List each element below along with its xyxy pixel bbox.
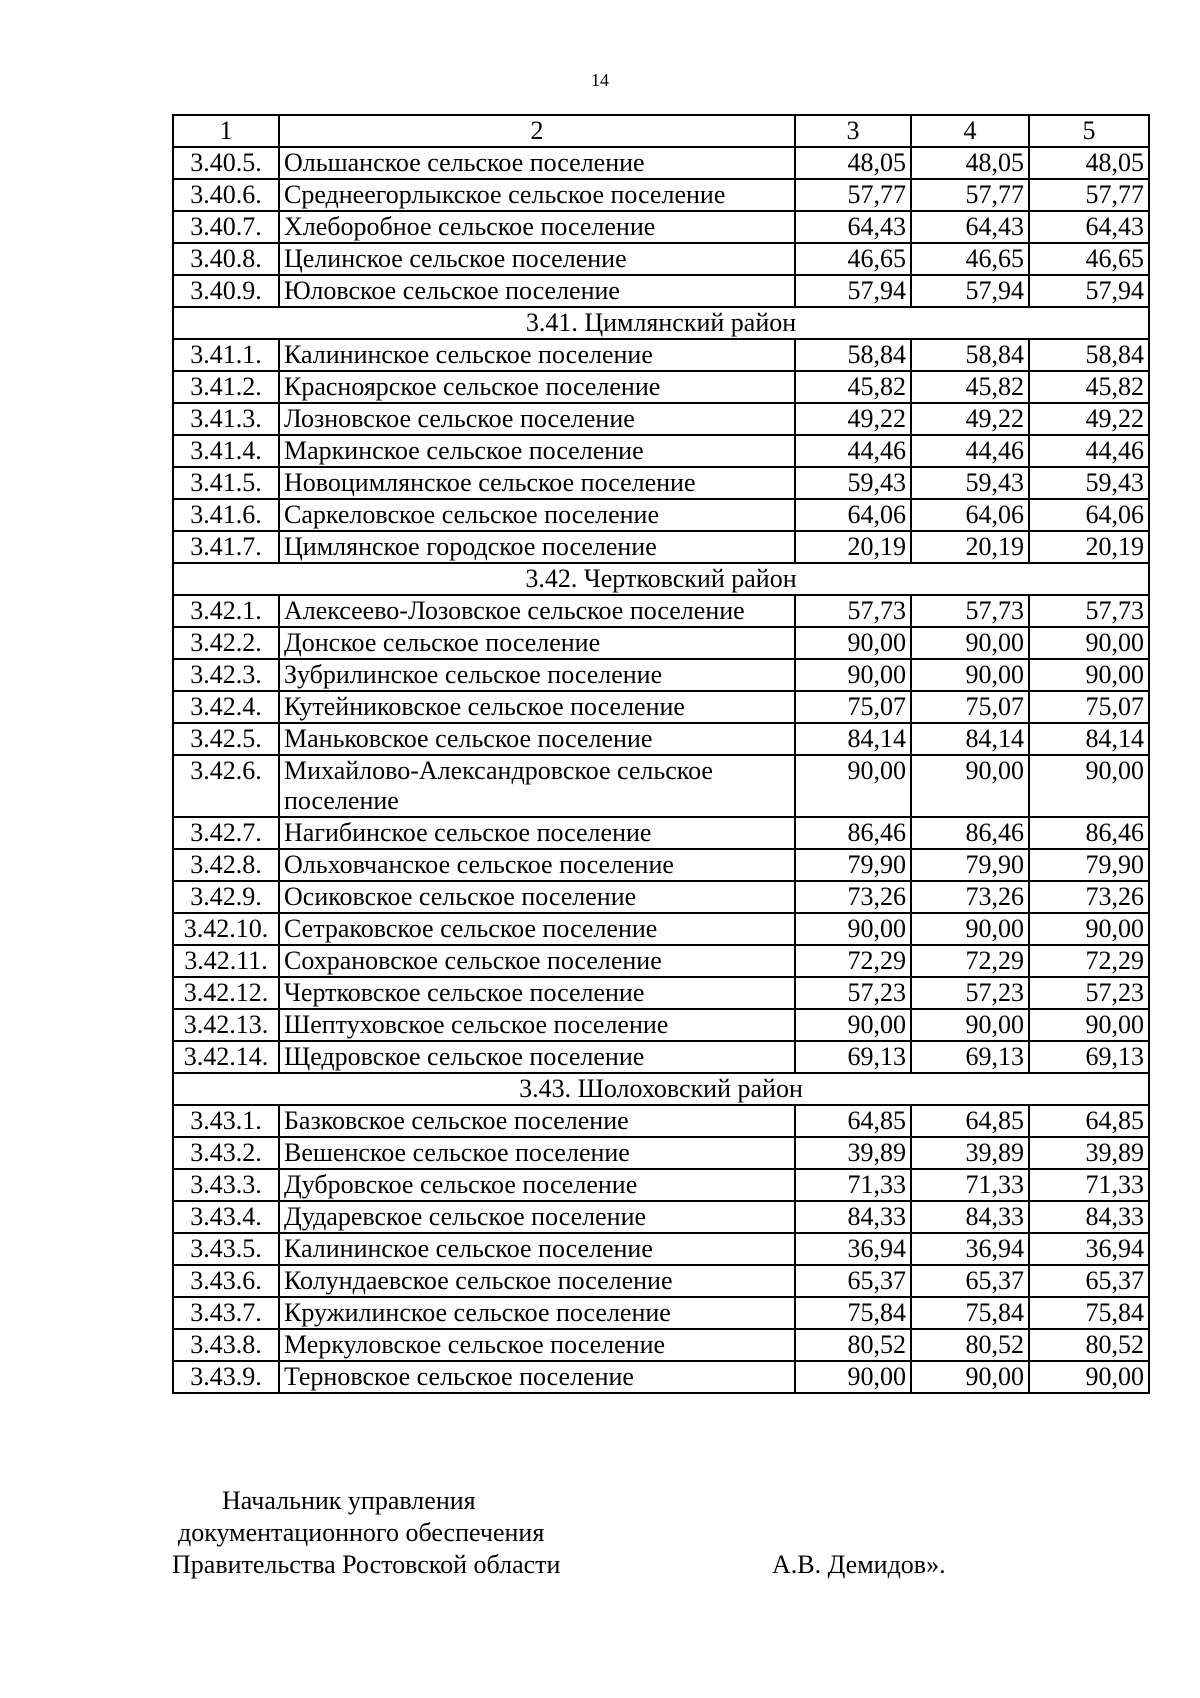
settlement-name: Дударевское сельское поселение — [279, 1201, 795, 1233]
table-body — [173, 115, 1149, 1393]
value-col-5: 57,94 — [1029, 275, 1149, 307]
table-row — [173, 531, 1149, 563]
value-col-5: 36,94 — [1029, 1233, 1149, 1265]
row-number: 3.42.4. — [173, 691, 279, 723]
value-col-5: 59,43 — [1029, 467, 1149, 499]
value-col-5: 90,00 — [1029, 913, 1149, 945]
row-number: 3.42.7. — [173, 817, 279, 849]
row-number: 3.42.10. — [173, 913, 279, 945]
value-col-3: 84,33 — [795, 1201, 911, 1233]
column-header-3: 3 — [795, 115, 911, 147]
settlement-name: Красноярское сельское поселение — [279, 371, 795, 403]
row-number: 3.40.5. — [173, 147, 279, 179]
row-number: 3.42.3. — [173, 659, 279, 691]
row-number: 3.41.5. — [173, 467, 279, 499]
row-number: 3.43.6. — [173, 1265, 279, 1297]
table-row — [173, 913, 1149, 945]
row-number: 3.42.1. — [173, 595, 279, 627]
value-col-3: 90,00 — [795, 913, 911, 945]
section-title: 3.43. Шолоховский район — [173, 1073, 1149, 1105]
value-col-4: 90,00 — [911, 755, 1029, 817]
row-number: 3.43.5. — [173, 1233, 279, 1265]
value-col-3: 75,84 — [795, 1297, 911, 1329]
section-header-row — [173, 307, 1149, 339]
value-col-4: 58,84 — [911, 339, 1029, 371]
value-col-3: 44,46 — [795, 435, 911, 467]
column-header-5: 5 — [1029, 115, 1149, 147]
table-row — [173, 211, 1149, 243]
value-col-4: 75,84 — [911, 1297, 1029, 1329]
value-col-5: 39,89 — [1029, 1137, 1149, 1169]
value-col-3: 65,37 — [795, 1265, 911, 1297]
value-col-3: 45,82 — [795, 371, 911, 403]
value-col-4: 65,37 — [911, 1265, 1029, 1297]
row-number: 3.40.7. — [173, 211, 279, 243]
row-number: 3.43.8. — [173, 1329, 279, 1361]
value-col-5: 57,73 — [1029, 595, 1149, 627]
section-title: 3.42. Чертковский район — [173, 563, 1149, 595]
value-col-5: 79,90 — [1029, 849, 1149, 881]
value-col-4: 86,46 — [911, 817, 1029, 849]
signature-title-line-3: Правительства Ростовской области — [172, 1550, 561, 1579]
row-number: 3.42.14. — [173, 1041, 279, 1073]
settlement-name: Лозновское сельское поселение — [279, 403, 795, 435]
table-row — [173, 755, 1149, 817]
value-col-3: 86,46 — [795, 817, 911, 849]
value-col-5: 75,07 — [1029, 691, 1149, 723]
settlement-name: Ольховчанское сельское поселение — [279, 849, 795, 881]
settlements-table — [172, 114, 1150, 1394]
table-row — [173, 1329, 1149, 1361]
row-number: 3.43.4. — [173, 1201, 279, 1233]
row-number: 3.40.8. — [173, 243, 279, 275]
value-col-5: 64,43 — [1029, 211, 1149, 243]
column-header-1: 1 — [173, 115, 279, 147]
value-col-5: 45,82 — [1029, 371, 1149, 403]
value-col-4: 90,00 — [911, 627, 1029, 659]
value-col-3: 36,94 — [795, 1233, 911, 1265]
table-row — [173, 275, 1149, 307]
table-row — [173, 1265, 1149, 1297]
value-col-3: 72,29 — [795, 945, 911, 977]
value-col-3: 90,00 — [795, 627, 911, 659]
value-col-4: 75,07 — [911, 691, 1029, 723]
row-number: 3.41.4. — [173, 435, 279, 467]
row-number: 3.41.1. — [173, 339, 279, 371]
row-number: 3.40.6. — [173, 179, 279, 211]
table-row — [173, 1233, 1149, 1265]
table-row — [173, 945, 1149, 977]
value-col-4: 45,82 — [911, 371, 1029, 403]
value-col-3: 71,33 — [795, 1169, 911, 1201]
row-number: 3.42.8. — [173, 849, 279, 881]
value-col-3: 57,23 — [795, 977, 911, 1009]
value-col-4: 69,13 — [911, 1041, 1029, 1073]
value-col-5: 84,33 — [1029, 1201, 1149, 1233]
settlement-name: Ольшанское сельское поселение — [279, 147, 795, 179]
row-number: 3.43.3. — [173, 1169, 279, 1201]
settlement-name: Дубровское сельское поселение — [279, 1169, 795, 1201]
value-col-5: 46,65 — [1029, 243, 1149, 275]
settlement-name: Маркинское сельское поселение — [279, 435, 795, 467]
value-col-4: 79,90 — [911, 849, 1029, 881]
table-row — [173, 243, 1149, 275]
row-number: 3.42.5. — [173, 723, 279, 755]
row-number: 3.41.6. — [173, 499, 279, 531]
row-number: 3.40.9. — [173, 275, 279, 307]
table-row — [173, 1361, 1149, 1393]
row-number: 3.42.13. — [173, 1009, 279, 1041]
settlement-name: Щедровское сельское поселение — [279, 1041, 795, 1073]
row-number: 3.41.7. — [173, 531, 279, 563]
settlement-name: Михайлово-Александровское сельское поселение — [279, 755, 795, 817]
row-number: 3.42.6. — [173, 755, 279, 817]
value-col-5: 90,00 — [1029, 659, 1149, 691]
value-col-4: 84,33 — [911, 1201, 1029, 1233]
value-col-5: 72,29 — [1029, 945, 1149, 977]
value-col-4: 72,29 — [911, 945, 1029, 977]
table-row — [173, 1137, 1149, 1169]
value-col-5: 64,06 — [1029, 499, 1149, 531]
settlement-name: Базковское сельское поселение — [279, 1105, 795, 1137]
value-col-5: 90,00 — [1029, 1009, 1149, 1041]
value-col-5: 71,33 — [1029, 1169, 1149, 1201]
settlement-name: Нагибинское сельское поселение — [279, 817, 795, 849]
table-row — [173, 499, 1149, 531]
table-row — [173, 1009, 1149, 1041]
value-col-5: 48,05 — [1029, 147, 1149, 179]
value-col-5: 58,84 — [1029, 339, 1149, 371]
value-col-4: 64,85 — [911, 1105, 1029, 1137]
value-col-5: 90,00 — [1029, 1361, 1149, 1393]
value-col-3: 49,22 — [795, 403, 911, 435]
table-row — [173, 1297, 1149, 1329]
value-col-4: 90,00 — [911, 659, 1029, 691]
value-col-3: 79,90 — [795, 849, 911, 881]
value-col-4: 59,43 — [911, 467, 1029, 499]
value-col-4: 90,00 — [911, 913, 1029, 945]
value-col-4: 90,00 — [911, 1361, 1029, 1393]
value-col-4: 49,22 — [911, 403, 1029, 435]
table-row — [173, 1201, 1149, 1233]
table-row — [173, 627, 1149, 659]
table-row — [173, 595, 1149, 627]
settlement-name: Меркуловское сельское поселение — [279, 1329, 795, 1361]
table-row — [173, 147, 1149, 179]
table-row — [173, 467, 1149, 499]
value-col-3: 64,43 — [795, 211, 911, 243]
row-number: 3.42.2. — [173, 627, 279, 659]
value-col-3: 64,85 — [795, 1105, 911, 1137]
settlement-name: Целинское сельское поселение — [279, 243, 795, 275]
settlement-name: Сетраковское сельское поселение — [279, 913, 795, 945]
value-col-4: 36,94 — [911, 1233, 1029, 1265]
value-col-4: 20,19 — [911, 531, 1029, 563]
value-col-5: 80,52 — [1029, 1329, 1149, 1361]
row-number: 3.41.2. — [173, 371, 279, 403]
settlement-name: Колундаевское сельское поселение — [279, 1265, 795, 1297]
value-col-3: 46,65 — [795, 243, 911, 275]
row-number: 3.42.12. — [173, 977, 279, 1009]
value-col-3: 39,89 — [795, 1137, 911, 1169]
value-col-3: 90,00 — [795, 659, 911, 691]
signature-title-line-1: Начальник управления — [222, 1486, 476, 1515]
table-row — [173, 403, 1149, 435]
table-row — [173, 179, 1149, 211]
value-col-3: 57,94 — [795, 275, 911, 307]
table-row — [173, 881, 1149, 913]
settlement-name: Осиковское сельское поселение — [279, 881, 795, 913]
value-col-4: 64,43 — [911, 211, 1029, 243]
signatory-name: А.В. Демидов». — [772, 1550, 946, 1579]
table-row — [173, 371, 1149, 403]
settlement-name: Кружилинское сельское поселение — [279, 1297, 795, 1329]
value-col-3: 57,77 — [795, 179, 911, 211]
value-col-5: 90,00 — [1029, 755, 1149, 817]
table-row — [173, 339, 1149, 371]
settlement-name: Новоцимлянское сельское поселение — [279, 467, 795, 499]
table-header-row — [173, 115, 1149, 147]
settlement-name: Шептуховское сельское поселение — [279, 1009, 795, 1041]
value-col-5: 57,77 — [1029, 179, 1149, 211]
value-col-3: 80,52 — [795, 1329, 911, 1361]
value-col-3: 57,73 — [795, 595, 911, 627]
section-header-row — [173, 563, 1149, 595]
settlement-name: Чертковское сельское поселение — [279, 977, 795, 1009]
value-col-4: 71,33 — [911, 1169, 1029, 1201]
value-col-3: 90,00 — [795, 755, 911, 817]
value-col-3: 69,13 — [795, 1041, 911, 1073]
settlement-name: Вешенское сельское поселение — [279, 1137, 795, 1169]
value-col-4: 44,46 — [911, 435, 1029, 467]
table-row — [173, 659, 1149, 691]
table-row — [173, 1105, 1149, 1137]
value-col-4: 90,00 — [911, 1009, 1029, 1041]
value-col-5: 69,13 — [1029, 1041, 1149, 1073]
value-col-4: 80,52 — [911, 1329, 1029, 1361]
value-col-3: 64,06 — [795, 499, 911, 531]
settlement-name: Донское сельское поселение — [279, 627, 795, 659]
row-number: 3.41.3. — [173, 403, 279, 435]
value-col-5: 20,19 — [1029, 531, 1149, 563]
value-col-5: 73,26 — [1029, 881, 1149, 913]
settlement-name: Хлеборобное сельское поселение — [279, 211, 795, 243]
page-number: 14 — [591, 70, 609, 90]
value-col-5: 57,23 — [1029, 977, 1149, 1009]
settlement-name: Юловское сельское поселение — [279, 275, 795, 307]
value-col-5: 86,46 — [1029, 817, 1149, 849]
row-number: 3.42.9. — [173, 881, 279, 913]
value-col-4: 57,94 — [911, 275, 1029, 307]
table-row — [173, 977, 1149, 1009]
value-col-4: 73,26 — [911, 881, 1029, 913]
settlement-name: Алексеево-Лозовское сельское поселение — [279, 595, 795, 627]
value-col-3: 58,84 — [795, 339, 911, 371]
row-number: 3.43.1. — [173, 1105, 279, 1137]
table-row — [173, 817, 1149, 849]
value-col-3: 84,14 — [795, 723, 911, 755]
settlement-name: Кутейниковское сельское поселение — [279, 691, 795, 723]
value-col-4: 39,89 — [911, 1137, 1029, 1169]
settlement-name: Сохрановское сельское поселение — [279, 945, 795, 977]
value-col-3: 20,19 — [795, 531, 911, 563]
value-col-4: 84,14 — [911, 723, 1029, 755]
value-col-5: 65,37 — [1029, 1265, 1149, 1297]
value-col-4: 57,23 — [911, 977, 1029, 1009]
settlement-name: Зубрилинское сельское поселение — [279, 659, 795, 691]
signature-block — [172, 1485, 1148, 1581]
row-number: 3.43.2. — [173, 1137, 279, 1169]
settlement-name: Терновское сельское поселение — [279, 1361, 795, 1393]
section-header-row — [173, 1073, 1149, 1105]
row-number: 3.43.7. — [173, 1297, 279, 1329]
value-col-4: 64,06 — [911, 499, 1029, 531]
settlement-name: Саркеловское сельское поселение — [279, 499, 795, 531]
settlement-name: Цимлянское городское поселение — [279, 531, 795, 563]
signature-title-line-2: документационного обеспечения — [178, 1518, 545, 1547]
section-title: 3.41. Цимлянский район — [173, 307, 1149, 339]
value-col-3: 59,43 — [795, 467, 911, 499]
value-col-4: 57,77 — [911, 179, 1029, 211]
value-col-5: 90,00 — [1029, 627, 1149, 659]
settlement-name: Среднеегорлыкское сельское поселение — [279, 179, 795, 211]
value-col-5: 44,46 — [1029, 435, 1149, 467]
row-number: 3.42.11. — [173, 945, 279, 977]
settlement-name: Маньковское сельское поселение — [279, 723, 795, 755]
value-col-3: 48,05 — [795, 147, 911, 179]
value-col-5: 84,14 — [1029, 723, 1149, 755]
column-header-4: 4 — [911, 115, 1029, 147]
value-col-3: 75,07 — [795, 691, 911, 723]
value-col-3: 90,00 — [795, 1009, 911, 1041]
value-col-5: 64,85 — [1029, 1105, 1149, 1137]
value-col-5: 75,84 — [1029, 1297, 1149, 1329]
value-col-5: 49,22 — [1029, 403, 1149, 435]
settlement-name: Калининское сельское поселение — [279, 1233, 795, 1265]
table-row — [173, 1169, 1149, 1201]
table-row — [173, 723, 1149, 755]
table-row — [173, 691, 1149, 723]
value-col-3: 90,00 — [795, 1361, 911, 1393]
value-col-4: 48,05 — [911, 147, 1029, 179]
column-header-2: 2 — [279, 115, 795, 147]
table-row — [173, 1041, 1149, 1073]
table-row — [173, 435, 1149, 467]
row-number: 3.43.9. — [173, 1361, 279, 1393]
value-col-3: 73,26 — [795, 881, 911, 913]
table-row — [173, 849, 1149, 881]
value-col-4: 57,73 — [911, 595, 1029, 627]
value-col-4: 46,65 — [911, 243, 1029, 275]
settlement-name: Калининское сельское поселение — [279, 339, 795, 371]
